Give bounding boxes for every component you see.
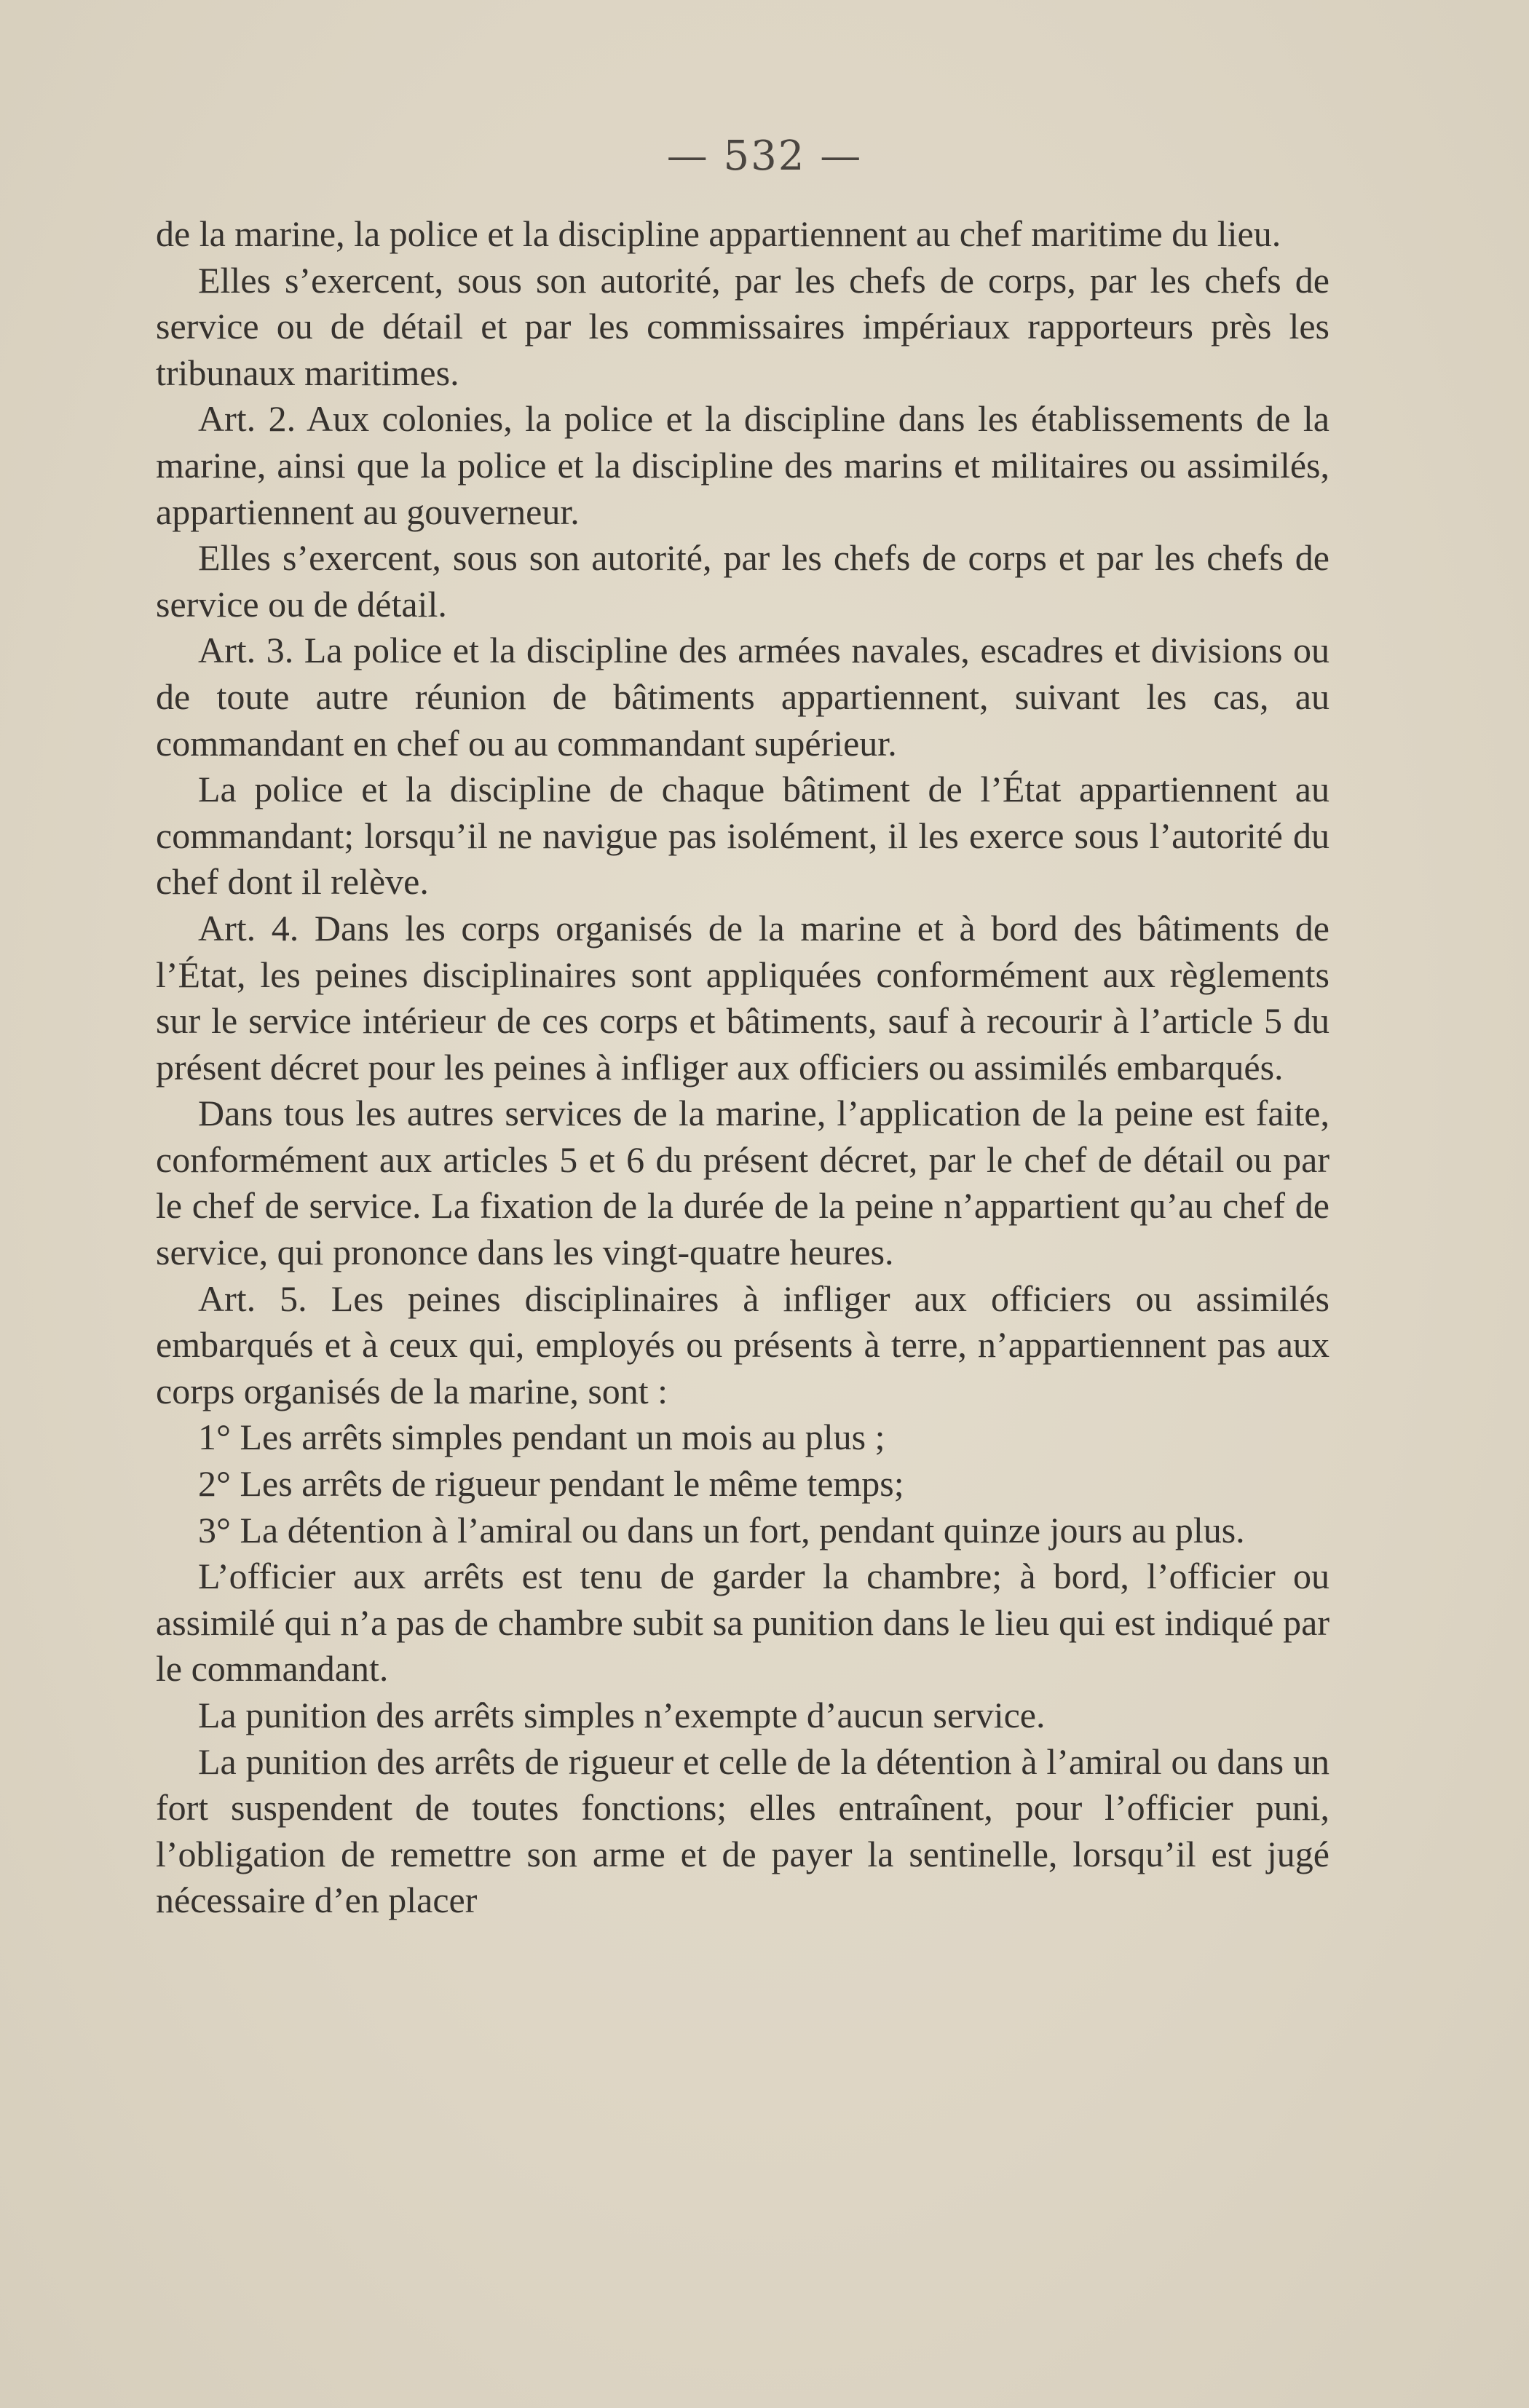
paragraph-article-4: Art. 4. Dans les corps organisés de la marine et à bord des bâtiments de l’État, les peines disciplinaires sont appliquées conformément aux règlements sur le service intérieur de ces corps et bâtiments, sauf à recourir à l’article 5 du présent décret pour les peines à infliger aux officiers ou assimilés embarqués.: [156, 907, 1330, 1088]
paragraph: de la marine, la police et la discipline appartiennent au chef maritime du lieu.: [156, 213, 1281, 254]
paragraph: L’officier aux arrêts est tenu de garder la chambre; à bord, l’officier ou assimilé qui n’a pas de chambre subit sa punition dans le lieu qui est indiqué par le commandant.: [156, 1556, 1330, 1690]
paragraph: Dans tous les autres services de la marine, l’application de la peine est faite, conformément aux articles 5 et 6 du présent décret, par le chef de détail ou par le chef de service. La fixation de la durée de la peine n’appartient qu’au chef de service, qui prononce dans les vingt-quatre heures.: [156, 1093, 1330, 1273]
paragraph: La punition des arrêts simples n’exempte d’aucun service.: [198, 1695, 1046, 1735]
paragraph-article-3: Art. 3. La police et la discipline des armées navales, escadres et divisions ou de toute autre réunion de bâtiments appartiennent, suivant les cas, au commandant en chef ou au commandant supérieur.: [156, 630, 1330, 764]
paragraph-article-2: Art. 2. Aux colonies, la police et la discipline dans les établissements de la marine, ainsi que la police et la discipline des marins et militaires ou assimilés, appartiennent au gouverneur.: [156, 398, 1330, 532]
paragraph-article-5: Art. 5. Les peines disciplinaires à infliger aux officiers ou assimilés embarqués et à ceux qui, employés ou présents à terre, n’appartiennent pas aux corps organisés de la marine, sont :: [156, 1278, 1330, 1411]
body-text: [156, 211, 1330, 1924]
list-item: 1° Les arrêts simples pendant un mois au plus ;: [198, 1417, 885, 1458]
page-number: — 532 —: [666, 132, 863, 180]
list-item: 2° Les arrêts de rigueur pendant le même temps;: [198, 1463, 904, 1505]
list-item: 3° La détention à l’amiral ou dans un fort, pendant quinze jours au plus.: [198, 1509, 1245, 1550]
paragraph: Elles s’exercent, sous son autorité, par les chefs de corps, par les chefs de service ou de détail et par les commissaires impériaux rapporteurs près les tribunaux maritimes.: [156, 259, 1330, 393]
paragraph: Elles s’exercent, sous son autorité, par les chefs de corps et par les chefs de service ou de détail.: [156, 537, 1330, 625]
paragraph: La police et la discipline de chaque bâtiment de l’État appartiennent au commandant; lorsqu’il ne navigue pas isolément, il les exerce sous l’autorité du chef dont il relève.: [156, 769, 1330, 903]
paragraph: La punition des arrêts de rigueur et celle de la détention à l’amiral ou dans un fort suspendent de toutes fonctions; elles entraînent, pour l’officier puni, l’obligation de remettre son arme et de payer la sentinelle, lorsqu’il est jugé nécessaire d’en placer: [156, 1740, 1330, 1921]
